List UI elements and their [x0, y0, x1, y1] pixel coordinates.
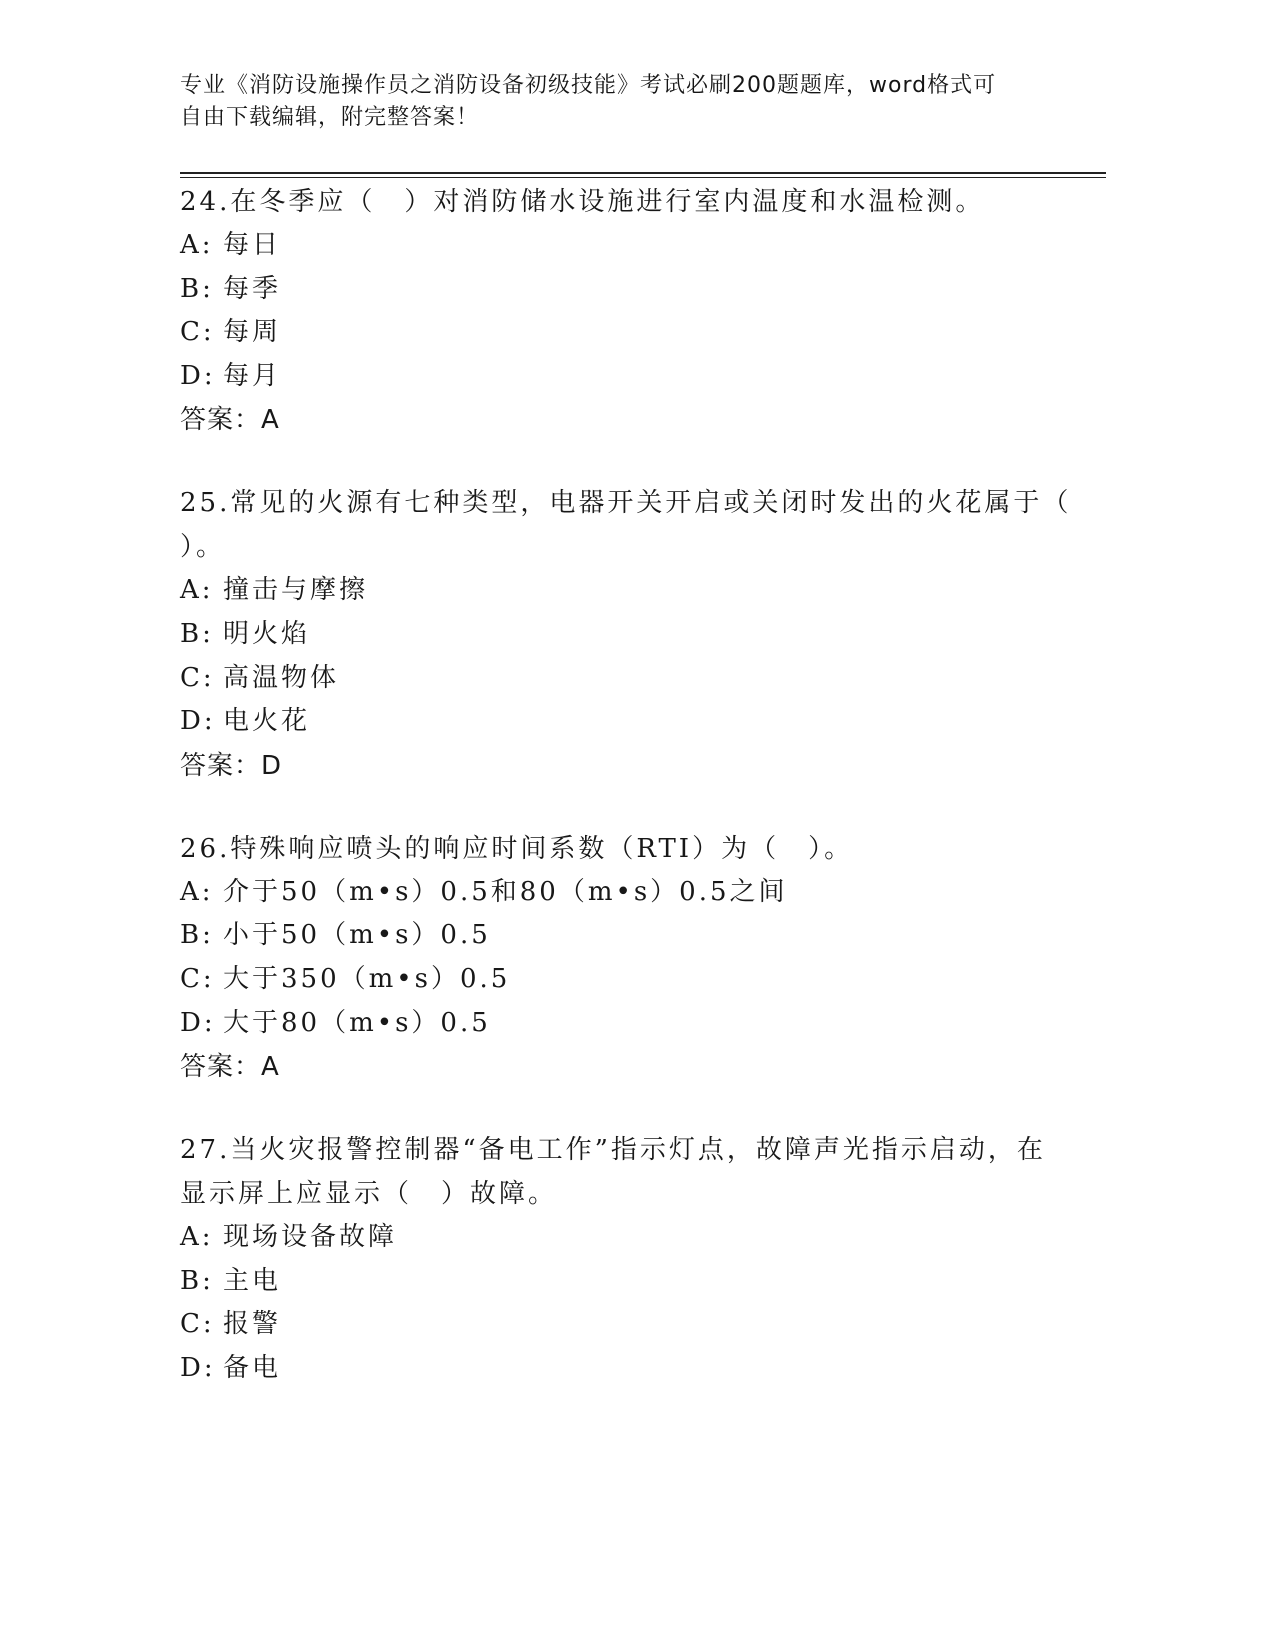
option-key: A: — [180, 1222, 214, 1253]
option-d — [180, 1347, 1080, 1391]
option-c — [180, 958, 1080, 1002]
option-a — [180, 1216, 1080, 1260]
question-text — [180, 827, 1080, 871]
option-text: 电火花 — [223, 706, 311, 737]
question-text — [180, 180, 1080, 224]
option-c — [180, 1303, 1080, 1347]
option-key: C: — [180, 662, 215, 693]
option-key: A: — [180, 876, 214, 907]
option-a — [180, 224, 1080, 268]
option-a — [180, 871, 1080, 915]
option-text: 介于50（m•s）0.5和80（m•s）0.5之间 — [223, 876, 788, 907]
option-key: D: — [180, 360, 216, 391]
option-key: C: — [180, 1309, 215, 1340]
option-text: 每月 — [223, 360, 282, 391]
option-key: B: — [180, 618, 214, 649]
question-list — [180, 180, 1080, 1430]
option-key: D: — [180, 706, 216, 737]
option-d — [180, 1002, 1080, 1046]
option-text: 大于350（m•s）0.5 — [223, 963, 511, 994]
option-key: D: — [180, 1007, 216, 1038]
option-b — [180, 1260, 1080, 1304]
option-key: D: — [180, 1352, 216, 1383]
option-d — [180, 355, 1080, 399]
option-b — [180, 914, 1080, 958]
question-line: 27.当火灾报警控制器“备电工作”指示灯点，故障声光指示启动，在 — [180, 1135, 1046, 1166]
answer-line: 答案：D — [180, 750, 283, 781]
option-text: 现场设备故障 — [223, 1222, 398, 1253]
header-line-2: 自由下载编辑，附完整答案！ — [180, 105, 480, 130]
option-text: 每周 — [223, 317, 282, 348]
option-c — [180, 311, 1080, 355]
header-line-1: 专业《消防设施操作员之消防设备初级技能》考试必刷200题题库，word格式可 — [180, 73, 997, 98]
question-line: ）。 — [180, 532, 226, 563]
option-text: 主电 — [223, 1265, 282, 1296]
option-text: 报警 — [223, 1309, 282, 1340]
option-key: A: — [180, 575, 214, 606]
option-text: 撞击与摩擦 — [223, 575, 369, 606]
option-b — [180, 268, 1080, 312]
option-key: B: — [180, 1265, 214, 1296]
option-text: 大于80（m•s）0.5 — [223, 1007, 491, 1038]
option-key: C: — [180, 317, 215, 348]
option-key: B: — [180, 920, 214, 951]
option-d — [180, 700, 1080, 744]
option-text: 每季 — [223, 273, 282, 304]
question-line: 25.常见的火源有七种类型，电器开关开启或关闭时发出的火花属于（ — [180, 488, 1072, 519]
question-line: 26.特殊响应喷头的响应时间系数（RTI）为（ ）。 — [180, 833, 854, 864]
question-line: 显示屏上应显示（ ）故障。 — [180, 1179, 558, 1210]
option-c — [180, 657, 1080, 701]
option-key: A: — [180, 230, 214, 260]
option-text: 备电 — [223, 1352, 282, 1383]
option-text: 小于50（m•s）0.5 — [223, 920, 491, 951]
document-header — [180, 70, 1040, 134]
option-key: C: — [180, 963, 215, 994]
question-line: 24.在冬季应（ ）对消防储水设施进行室内温度和水温检测。 — [180, 187, 985, 217]
option-text: 明火焰 — [223, 618, 311, 649]
question-26 — [180, 827, 1080, 1089]
question-24 — [180, 180, 1080, 442]
question-27 — [180, 1128, 1080, 1390]
question-text — [180, 481, 1080, 569]
question-25 — [180, 481, 1080, 787]
option-b — [180, 613, 1080, 657]
option-a — [180, 569, 1080, 613]
header-divider-thin — [180, 177, 1106, 178]
answer-line: 答案：A — [180, 1052, 280, 1083]
question-text — [180, 1128, 1080, 1216]
option-key: B: — [180, 273, 214, 304]
option-text: 每日 — [223, 230, 282, 260]
answer-line: 答案：A — [180, 405, 280, 436]
header-divider-thick — [180, 172, 1106, 174]
option-text: 高温物体 — [223, 662, 340, 693]
